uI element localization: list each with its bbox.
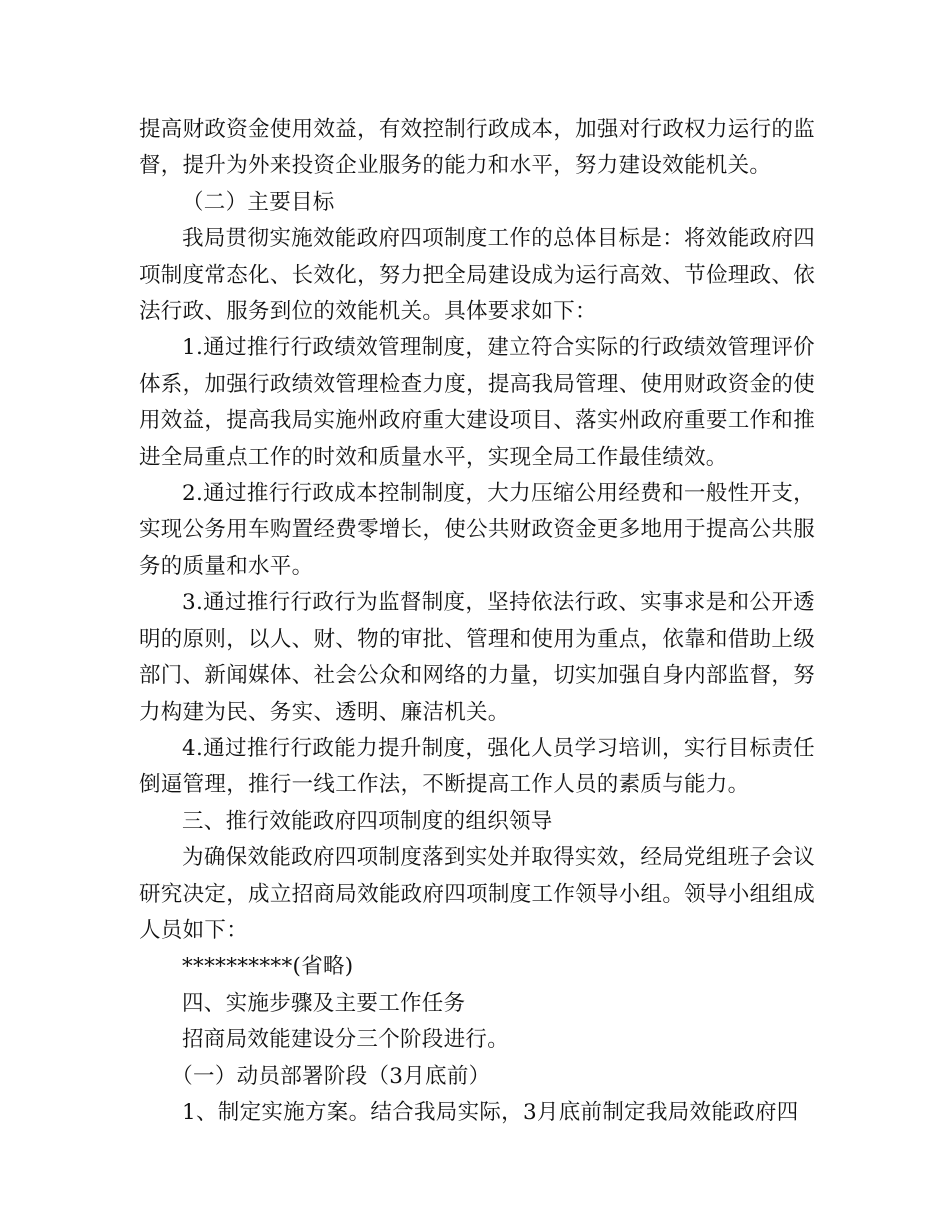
paragraph-intro-continuation: 提高财政资金使用效益，有效控制行政成本，加强对行政权力运行的监督，提升为外来投资企业服务的能力和水平，努力建设效能机关。 bbox=[139, 117, 815, 179]
paragraph-overall-goal: 我局贯彻实施效能政府四项制度工作的总体目标是：将效能政府四项制度常态化、长效化，努力把全局建设成为运行高效、节俭理政、依法行政、服务到位的效能机关。具体要求如下： bbox=[139, 226, 815, 325]
paragraph-leadership: 为确保效能政府四项制度落到实处并取得实效，经局党组班子会议研究决定，成立招商局效能政府四项制度工作领导小组。领导小组组成人员如下： bbox=[139, 845, 815, 943]
heading-section-4: 四、实施步骤及主要工作任务 bbox=[182, 990, 466, 1016]
paragraph-item-2: 2.通过推行行政成本控制制度，大力压缩公用经费和一般性开支，实现公务用车购置经费零增长，使公共财政资金更多地用于提高公共服务的质量和水平。 bbox=[139, 481, 815, 579]
document-page bbox=[139, 112, 815, 1131]
paragraph-item-4: 4.通过推行行政能力提升制度，强化人员学习培训，实行目标责任倒逼管理，推行一线工作法，不断提高工作人员的素质与能力。 bbox=[139, 735, 815, 798]
heading-section-3: 三、推行效能政府四项制度的组织领导 bbox=[182, 808, 553, 834]
heading-stage-1: （一）动员部署阶段（3月底前） bbox=[171, 1063, 491, 1089]
heading-main-goal: （二）主要目标 bbox=[182, 189, 335, 215]
paragraph-item-1: 1.通过推行行政绩效管理制度，建立符合实际的行政绩效管理评价体系，加强行政绩效管理检查力度，提高我局管理、使用财政资金的使用效益，提高我局实施州政府重大建设项目、落实州政府重要工作和推进全局重点工作的时效和质量水平，实现全局工作最佳绩效。 bbox=[139, 335, 815, 470]
paragraph-stage-1-item-1: 1、制定实施方案。结合我局实际，3月底前制定我局效能政府四 bbox=[182, 1099, 799, 1125]
paragraph-stages: 招商局效能建设分三个阶段进行。 bbox=[182, 1027, 510, 1053]
paragraph-omitted-members: **********(省略) bbox=[182, 954, 354, 980]
paragraph-item-3: 3.通过推行行政行为监督制度，坚持依法行政、实事求是和公开透明的原则，以人、财、物的审批、管理和使用为重点，依靠和借助上级部门、新闻媒体、社会公众和网络的力量，切实加强自身内部监督，努力构建为民、务实、透明、廉洁机关。 bbox=[139, 590, 815, 725]
